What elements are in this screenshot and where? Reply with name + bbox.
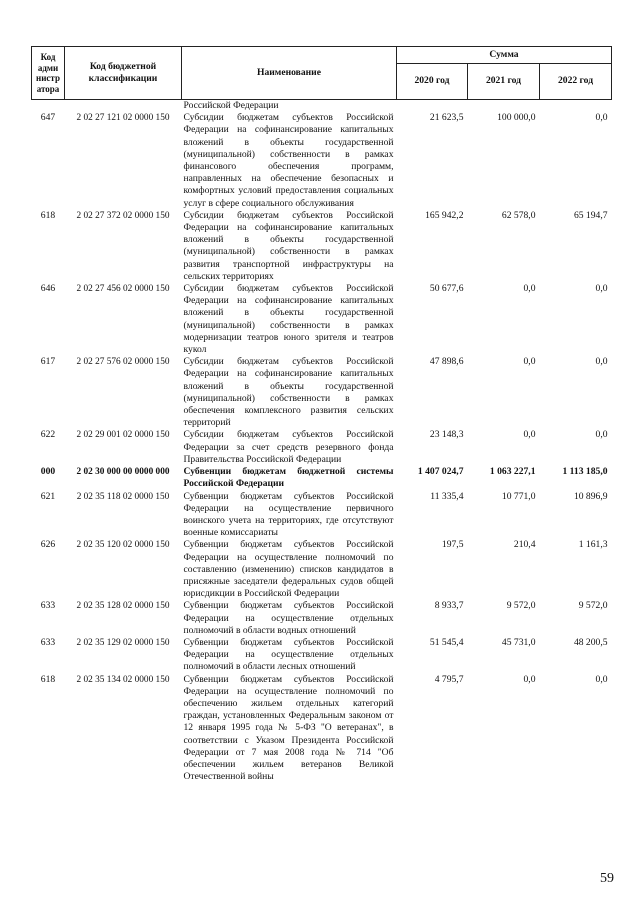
value-2021-cell [468, 100, 540, 113]
budget-code-cell: 2 02 27 372 02 0000 150 [76, 210, 170, 221]
table-row [32, 356, 612, 429]
name-cell: Субвенции бюджетам субъектов Российской Федерации на осуществление первичного воинского учета на территориях, где отсутствуют военные комиссариаты [183, 490, 394, 539]
name-cell: Субвенции бюджетам субъектов Российской Федерации на осуществление полномочий по обеспечению жильем отдельных категорий граждан, установленных Федеральным законом от 12 января 1995 года № 5-ФЗ "О ветеранах", в соответствии с Указом Президента Российской Федерации от 7 мая 2008 года № 714 "Об обеспечении жильем ветеранов Великой Отечественной войны [183, 673, 394, 783]
table-row [32, 491, 612, 540]
admin-code-cell: 618 [40, 673, 56, 685]
admin-code-cell: 000 [40, 466, 56, 478]
value-2022-cell: 0,0 [595, 429, 608, 441]
value-2022-cell: 0,0 [595, 112, 608, 124]
name-cell: Субсидии бюджетам субъектов Российской Федерации на софинансирование капитальных вложений в объекты государственной (муниципальной) собственности в рамках обеспечения комплексного развития сельских территорий [183, 356, 394, 429]
table-row [32, 283, 612, 356]
value-2020-cell: 51 545,4 [429, 636, 464, 648]
value-2021-cell: 210,4 [513, 539, 536, 551]
budget-code-cell: 2 02 29 001 02 0000 150 [76, 430, 170, 441]
budget-code-cell: 2 02 35 129 02 0000 150 [76, 637, 170, 648]
name-cell: Субвенции бюджетам субъектов Российской Федерации на осуществление отдельных полномочий в области водных отношений [183, 600, 394, 636]
header-budget-code: Код бюджетной классификации [65, 47, 182, 100]
header-sum: Сумма [397, 47, 612, 64]
table-row-total [32, 466, 612, 490]
table-row [32, 637, 612, 674]
name-cell: Субсидии бюджетам субъектов Российской Федерации за счет средств резервного фонда Правительства Российской Федерации [183, 429, 394, 465]
admin-code-cell [32, 100, 65, 113]
value-2021-cell: 62 578,0 [501, 209, 536, 221]
value-2020-cell: 197,5 [441, 539, 464, 551]
budget-code-cell: 2 02 35 134 02 0000 150 [76, 674, 170, 685]
name-cell: Субсидии бюджетам субъектов Российской Федерации на софинансирование капитальных вложений в объекты государственной (муниципальной) собственности в рамках модернизации театров юного зрителя и театров кукол [183, 283, 394, 356]
value-2022-cell: 10 896,9 [573, 490, 608, 502]
budget-table [31, 46, 612, 783]
value-2021-cell: 100 000,0 [497, 112, 536, 124]
value-2021-cell: 9 572,0 [506, 600, 536, 612]
header-year-2020: 2020 год [397, 64, 468, 100]
value-2021-cell: 0,0 [523, 283, 536, 295]
value-2022-cell: 0,0 [595, 673, 608, 685]
value-2020-cell: 21 623,5 [429, 112, 464, 124]
header-year-2022: 2022 год [540, 64, 612, 100]
admin-code-cell: 626 [40, 539, 56, 551]
value-2020-cell: 1 407 024,7 [417, 466, 464, 478]
budget-table-page [31, 46, 611, 783]
value-2020-cell: 4 795,7 [434, 673, 464, 685]
value-2022-cell: 48 200,5 [573, 636, 608, 648]
admin-code-cell: 633 [40, 636, 56, 648]
value-2020-cell [397, 100, 468, 113]
admin-code-cell: 647 [40, 112, 56, 124]
value-2022-cell [540, 100, 612, 113]
budget-code-cell [65, 100, 182, 113]
value-2022-cell: 9 572,0 [578, 600, 608, 612]
value-2021-cell: 45 731,0 [501, 636, 536, 648]
value-2020-cell: 50 677,6 [429, 283, 464, 295]
value-2022-cell: 65 194,7 [573, 209, 608, 221]
table-row [32, 600, 612, 637]
value-2022-cell: 1 113 185,0 [562, 466, 608, 478]
value-2021-cell: 0,0 [523, 429, 536, 441]
table-row [32, 429, 612, 466]
value-2021-cell: 0,0 [523, 673, 536, 685]
value-2020-cell: 8 933,7 [434, 600, 464, 612]
admin-code-cell: 633 [40, 600, 56, 612]
admin-code-cell: 621 [40, 490, 56, 502]
header-year-2021: 2021 год [468, 64, 540, 100]
header-admin-code: Код адми нистр атора [32, 47, 65, 100]
table-row [32, 539, 612, 600]
name-cell: Субсидии бюджетам субъектов Российской Федерации на софинансирование капитальных вложений в объекты государственной (муниципальной) собственности в рамках развития транспортной инфраструктуры на сельских территориях [183, 209, 394, 282]
table-row [32, 674, 612, 784]
admin-code-cell: 622 [40, 429, 56, 441]
admin-code-cell: 618 [40, 209, 56, 221]
value-2022-cell: 1 161,3 [578, 539, 608, 551]
admin-code-cell: 617 [40, 356, 56, 368]
budget-code-cell: 2 02 35 118 02 0000 150 [76, 491, 170, 502]
name-cell: Субвенции бюджетам бюджетной системы Российской Федерации [183, 466, 394, 490]
budget-code-cell: 2 02 35 128 02 0000 150 [76, 601, 170, 612]
name-cell: Субвенции бюджетам субъектов Российской Федерации на осуществление полномочий по составлению (изменению) списков кандидатов в присяжные заседатели федеральных судов общей юрисдикции в Российской Федерации [183, 539, 394, 600]
admin-code-cell: 646 [40, 283, 56, 295]
value-2022-cell: 0,0 [595, 356, 608, 368]
name-cell: Российской Федерации [183, 100, 279, 111]
table-row [32, 112, 612, 210]
budget-code-cell: 2 02 27 121 02 0000 150 [76, 113, 170, 124]
budget-code-cell: 2 02 27 456 02 0000 150 [76, 284, 170, 295]
table-row [32, 210, 612, 283]
value-2021-cell: 0,0 [523, 356, 536, 368]
budget-code-cell: 2 02 35 120 02 0000 150 [76, 540, 170, 551]
value-2020-cell: 11 335,4 [430, 490, 464, 502]
value-2020-cell: 165 942,2 [425, 209, 464, 221]
budget-code-cell: 2 02 30 000 00 0000 000 [76, 467, 170, 478]
value-2022-cell: 0,0 [595, 283, 608, 295]
header-name: Наименование [182, 47, 397, 100]
value-2021-cell: 10 771,0 [501, 490, 536, 502]
page-number: 59 [600, 871, 614, 886]
value-2020-cell: 47 898,6 [429, 356, 464, 368]
value-2020-cell: 23 148,3 [429, 429, 464, 441]
name-cell: Субвенции бюджетам субъектов Российской Федерации на осуществление отдельных полномочий в области лесных отношений [183, 636, 394, 673]
name-cell: Субсидии бюджетам субъектов Российской Федерации на софинансирование капитальных вложений в объекты государственной (муниципальной) собственности в рамках финансового обеспечения программ, направленных на обеспечение безопасных и комфортных условий предоставления социальных услуг в сфере социального обслуживания [183, 112, 394, 209]
value-2021-cell: 1 063 227,1 [489, 466, 536, 478]
table-row [32, 100, 612, 113]
budget-code-cell: 2 02 27 576 02 0000 150 [76, 357, 170, 368]
